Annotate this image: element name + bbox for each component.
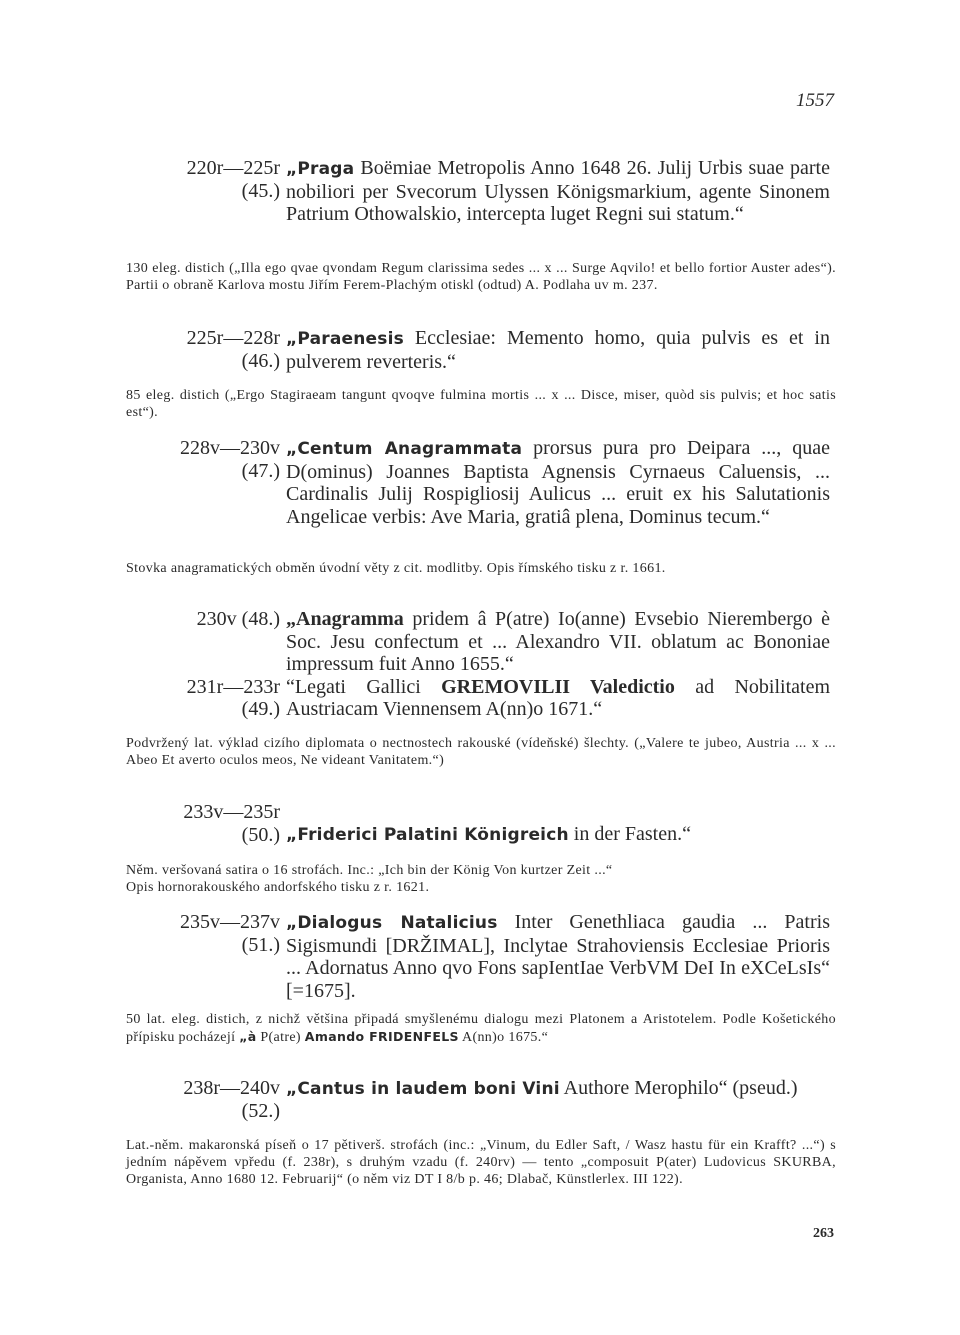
entry-47 [126, 437, 836, 528]
entry-ref [126, 676, 286, 721]
folio-range: 220r—225r [186, 157, 280, 179]
entry-48 [126, 608, 836, 676]
entry-title [286, 608, 830, 676]
title-bold: „Paraenesis [286, 329, 404, 349]
entry-title [286, 1077, 830, 1122]
page-number-top: 1557 [796, 90, 834, 111]
title-bold: „Praga [286, 159, 355, 179]
entry-50 [126, 801, 836, 847]
title-rest: ad Nobilitatem Austriacam Viennensem A(nn)o 1671.“ [286, 675, 831, 720]
folio-range: 233v—235r [183, 801, 280, 823]
entry-title [286, 437, 830, 528]
entry-45 [126, 157, 836, 226]
entry-ref [126, 437, 286, 528]
title-bold: „Cantus in laudem boni Vini [286, 1079, 560, 1099]
entry-ref [126, 911, 286, 1002]
entry-ref [126, 327, 286, 373]
title-rest: pridem â P(atre) Io(anne) Evsebio Nierembergo è Soc. Jesu confectum et ... Alexandro VII. oblatum ac Bononiae impressum fuit Anno 1655.“ [286, 608, 830, 675]
entry-52 [126, 1077, 836, 1122]
title-bold: „Anagramma [286, 608, 404, 630]
entry-title [286, 911, 830, 1002]
title-rest: prorsus pura pro Deipara ..., quae D(ominus) Joannes Baptista Agnensis Cyrnaeus Caluensis, ... Cardinalis Julij Rospigliosij Aulicus ... eruit ex his Salutationis Angelicae verbis: Ave Maria, gratiâ plena, Dominus tecum.“ [286, 437, 830, 528]
entry-note [126, 1011, 836, 1046]
entry-number: (45.) [241, 179, 280, 202]
entry-title [286, 801, 830, 847]
folio-range: 238r—240v [183, 1077, 280, 1099]
folio-range: 228v—230v [180, 437, 280, 459]
entry-note: 130 eleg. distich („Illa ego qvae qvondam Regum clarissima sedes ... x ... Surge Aqvilo! et bello fortior Auster ades“). Partii o obraně Karlova mostu Jiřím Ferem-Plachým otiskl (odtud) A. Podlaha uv m. 237. [126, 261, 836, 293]
note-bold: Amando FRIDENFELS [304, 1029, 459, 1044]
folio-range: 235v—237v [180, 911, 280, 933]
folio-range: 225r—228r [186, 327, 280, 349]
note-line: Opis hornorakouského andorfského tisku z r. 1621. [126, 880, 430, 895]
entry-note: 85 eleg. distich („Ergo Stagiraeam tangunt qvoqve fulmina mortis ... x ... Disce, miser, quòd sis pulvis; et hoc satis est“). [126, 388, 836, 420]
entry-ref [126, 157, 286, 226]
note-line: Něm. veršovaná satira o 16 strofách. Inc.: „Ich bin der König Von kurtzer Zeit ...“ [126, 863, 613, 878]
title-rest: Boëmiae Metropolis Anno 1648 26. Julij Urbis suae parte nobiliori per Svecorum Ulyssen Königsmarkium, agente Sinonem Patrium Othowalskio, intercepta luget Regni sui statum.“ [286, 157, 830, 225]
entry-number: (46.) [241, 349, 280, 372]
entry-note: Stovka anagramatických obměn úvodní věty z cit. modlitby. Opis římského tisku z r. 1661. [126, 561, 666, 576]
entry-number: (51.) [241, 933, 280, 956]
entry-note [126, 862, 836, 896]
title-rest: Inter Genethliaca gaudia ... Patris Sigismundi [DRŽIMAL], Inclytae Strahoviensis Ecclesiae Prioris ... Adornatus Anno qvo Fons sapIentIae VerbVM DeI In eXCeLsIs“ [=1675]. [286, 911, 830, 1002]
title-rest: Ecclesiae: Memento homo, quia pulvis es et in pulverem reverteris.“ [286, 327, 830, 373]
note-text: A(nn)o 1675.“ [458, 1030, 549, 1045]
folio-range: 231r—233r [186, 675, 280, 698]
title-bold: „Centum Anagrammata [286, 439, 523, 459]
entry-number: (52.) [241, 1099, 280, 1122]
title-rest: in der Fasten.“ [568, 823, 691, 845]
entry-49 [126, 676, 836, 721]
entry-title [286, 676, 830, 721]
entry-number: (50.) [241, 823, 280, 846]
entry-48-49 [126, 608, 836, 721]
note-text: 50 lat. eleg. distich, z nichž většina připadá smyšlenému dialogu mezi Platonem a Aristotelem. Podle Košetického přípisku pocházejí [126, 1012, 836, 1045]
note-text: P(atre) [256, 1030, 305, 1045]
note-bold: „à [239, 1029, 257, 1044]
folio-range: 230v (48.) [196, 608, 280, 630]
entry-46 [126, 327, 836, 373]
entry-note: Lat.-něm. makaronská píseň o 17 pětiverš. strofách (inc.: „Vinum, du Edler Saft, / Wasz hastu für ein Krafft? ...“) s jedním nápěvem vpředu (f. 238r), s druhým vzadu (f. 240rv) — tento „composuit P(ater) Ludovicus SKURBA, Organista, Anno 1680 12. Februarij“ (o něm viz DT I 8/b p. 46; Dlabač, Künstlerlex. III 122). [126, 1138, 836, 1187]
entry-ref [126, 1077, 286, 1122]
entry-number: (49.) [241, 698, 280, 720]
title-bold: „Dialogus Natalicius [286, 913, 498, 933]
entry-title [286, 327, 830, 373]
entry-number: (47.) [241, 459, 280, 482]
title-bold: „Friderici Palatini Königreich [286, 825, 569, 845]
title-pre: “Legati Gallici [286, 675, 442, 698]
title-bold: GREMOVILII Valedictio [441, 675, 675, 698]
entry-ref [126, 801, 286, 847]
entry-title [286, 157, 830, 226]
page-number-bottom: 263 [813, 1226, 834, 1241]
title-rest: Authore Merophilo“ (pseud.) [559, 1077, 798, 1099]
entry-note: Podvržený lat. výklad cizího diplomata o nectnostech rakouské (vídeňské) šlechty. („Valere te jubeo, Austria ... x ... Abeo Et averto oculos meos, Ne videant Vanitatem.“) [126, 736, 836, 768]
entry-51 [126, 911, 836, 1002]
